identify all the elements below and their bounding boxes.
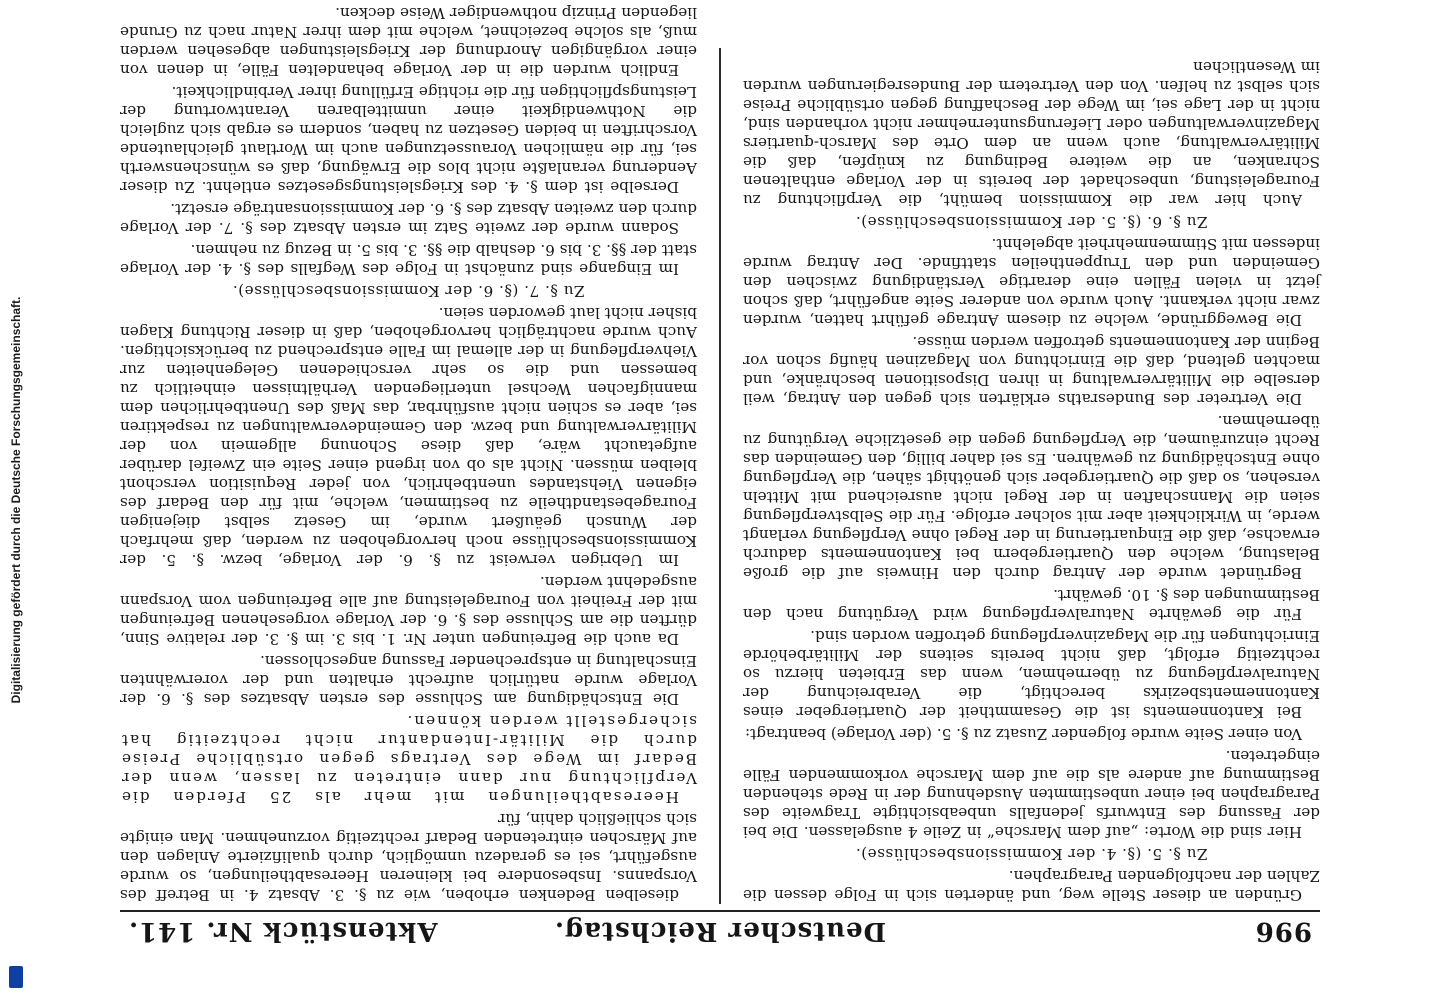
- paragraph: dieselben Bedenken erhoben, wie zu §. 3. Absatz 4. in Betreff des Vorspanns. Insbesondere bei kleineren Heeresabtheilungen, so wurde ausgeführt, sei es geradezu unmöglich, durch qualifizierte Anlagen den auf Märschen eintretenden Bedarf rechtzeitig vorzunehmen. Man einigte sich schließlich dahin, für: [120, 810, 697, 904]
- rotated-page: [120, 4, 1320, 948]
- paragraph: Im Eingange sind zunächst in Folge des Wegfalls des §. 4. der Vorlage statt der §§. 3. bis 6. deshalb die §§. 3. bis 5. in Bezug zu nehmen.: [120, 241, 697, 278]
- dfg-logo: [9, 966, 23, 988]
- paragraph: Auch hier war die Kommission bemüht, die Verpflichtung zu Fourageleistung, unbeschadet der bereits in der Vorlage enthaltenen Schranken, an die weitere Bedingung zu knüpfen, daß die Militärverwaltung, auch wenn an dem Orte des Marsch-quartiers Magazinverwaltungen oder Lieferungsunternehmer nicht vorhanden sind, nicht in der Lage sei, im Wege der Beschaffung gegen ortsübliche Preise sich selbst zu helfen. Von den Vertretern der Bundesregierungen wurden im Wesentlichen: [743, 58, 1320, 209]
- document-number: Aktenstück Nr. 141.: [128, 916, 438, 946]
- paragraph: Die Vertreter des Bundesraths erklärten sich gegen den Antrag, weil derselbe die Militärverwaltung in ihren Dispositionen beschränke, und machten geltend, daß die Einrichtung von Magazinen häufig schon vor Beginn der Kantonnements getroffen werden müsse.: [743, 333, 1320, 408]
- right-column: [120, 4, 697, 904]
- paragraph: Für die gewährte Naturalverpflegung wird Vergütung nach den Bestimmungen des §. 10. gewährt.: [743, 586, 1320, 623]
- paragraph: Die Beweggründe, welche zu diesem Antrage geführt hatten, wurden zwar nicht verkannt. Auch wurde von anderer Seite angeführt, daß schon jetzt in vielen Fällen eine derartige Verständigung zwischen den Gemeinden und den Truppentheilen stattfinde. Der Antrag wurde indessen mit Stimmenmehrheit abgelehnt.: [743, 235, 1320, 329]
- paragraph: Heeresabtheilungen mit mehr als 25 Pferden die Verpflichtung nur dann eintreten zu lassen, wenn der Bedarf im Wege des Vertrags gegen ortsübliche Preise durch die Militär-Intendantur nicht rechtzeitig hat sichergestellt werden können.: [120, 712, 697, 806]
- section-heading: Zu §. 7. (§. 6. der Kommissionsbeschlüsse).: [232, 282, 585, 300]
- section-heading: Zu §. 6. (§. 5. der Kommissionsbeschlüsse).: [855, 213, 1208, 231]
- paragraph: Derselbe ist dem §. 4. des Kriegsleistungsgesetzes entlehnt. Zu dieser Aenderung veranlaßte nicht blos die Erwägung, daß es wünschenswerth sei, für die nämlichen Voraussetzungen auch im Wortlaut gleichlautende Vorschriften in beiden Gesetzen zu haben, sondern es ergab sich zugleich die Nothwendigkeit einer unmittelbaren Verantwortung der Leistungspflichtigen für die richtige Erfüllung ihrer Verbindlichkeit.: [120, 83, 697, 196]
- running-head: [120, 910, 1320, 948]
- paragraph: Sodann wurde der zweite Satz im ersten Absatz des §. 7. der Vorlage durch den zweiten Absatz des §. 6. der Kommissionsanträge ersetzt.: [120, 200, 697, 237]
- paragraph: Begründet wurde der Antrag durch den Hinweis auf die große Belastung, welche den Quartiergebern bei Kantonnements dadurch erwachse, daß die Einquartierung in der Regel ohne Verpflegung verlangt werde, in Wirklichkeit aber mit solcher erfolge. Für die Selbstverpflegung seien die Mannschaften in der Regel nicht ausreichend mit Mitteln versehen, so daß die Quartiergeber sich genöthigt sähen, die Verpflegung ohne Entschädigung zu gewähren. Es sei daher billig, den Gemeinden das Recht einzuräumen, die Verpflegung gegen die gesetzliche Vergütung zu übernehmen.: [743, 412, 1320, 582]
- page-title: Deutscher Reichstag.: [553, 916, 887, 946]
- paragraph: Von einer Seite wurde folgender Zusatz zu §. 5. (der Vorlage) beantragt:: [745, 725, 1302, 743]
- paragraph: Die Entschädigung am Schlusse des ersten Absatzes des §. 6. der Vorlage wurde natürlich aufrecht erhalten und der vorerwähnten Einschaltung in entsprechender Fassung angeschlossen.: [120, 652, 697, 708]
- paragraph: Bei Kantonnements ist die Gesammtheit der Quartiergeber eines Kantonnementsbezirks berechtigt, die Verabreichung der Naturalverpflegung zu übernehmen, wenn das Erbieten hierzu so rechtzeitig erfolgt, daß nicht bereits seitens der Militärbehörde Einrichtungen für die Magazinverpflegung getroffen worden sind.: [743, 627, 1320, 721]
- paragraph: Hier sind die Worte: „auf dem Marsche“ in Zeile 4 ausgelassen. Die bei der Fassung des Entwurfs jedenfalls unbeabsichtigte Tragweite des Paragraphen bei einer unbestimmten Ausdehnung der in Rede stehenden Bestimmung auf andere als die auf dem Marsche vorkommenden Fälle eingetreten.: [743, 747, 1320, 841]
- column-divider: [719, 48, 721, 904]
- text-columns: [120, 4, 1320, 904]
- paragraph: Im Uebrigen verweist zu §. 6. der Vorlage, bezw. §. 5. der Kommissionsbeschlüsse noch hervorgehoben zu werden, daß mehrfach der Wunsch geäußert wurde, im Gesetz selbst diejenigen Fouragebestandtheile zu bestimmen, welche, mit für den Bedarf des eigenen Viehstandes unentbehrlich, von jeder Requisition verschont bleiben müssen. Nicht als ob von irgend einer Seite ein Zweifel darüber aufgetaucht wäre, daß diese Schonung allgemein von der Militärverwaltung und bezw. den Gemeindeverwaltungen zu respektiren sei, aber es schien nicht ausführbar, das Maß des Unentbehrlichen dem mannigfachen Wechsel unterliegenden Verhältnissen einheitlich zu bemessen und die so sehr verschiedenen Gelegenheiten zur Viehverpflegung in der allemal im Falle entsprechend zu berücksichtigen. Auch wurde nachträglich hervorgehoben, daß in dieser Richtung Klagen bisher nicht laut geworden seien.: [120, 304, 697, 569]
- credit-text: Digitalisierung gefördert durch die Deutsche Forschungsgemeinschaft.: [9, 296, 23, 704]
- paragraph: Da auch die Befreiungen unter Nr. 1. bis 3. im §. 3. der relative Sinn, dürften die am Schlusse des §. 6. der Vorlage vorgesehenen Befreiungen mit der Freiheit von Fourageleistung auf alle Befreiungen vom Vorspann ausgedehnt werden.: [120, 573, 697, 648]
- left-column: [743, 48, 1320, 904]
- page-number: 996: [1254, 916, 1312, 946]
- paragraph: Endlich wurden die in der Vorlage behandelten Fälle, in denen von einer vorgängigen Anordnung der Kriegsleistungen abgesehen werden muß, als solche bezeichnet, welche mit dem ihrer Natur nach zu Grunde liegenden Prinzip nothwendiger Weise decken.: [120, 4, 697, 79]
- digitization-credit: [6, 0, 26, 1000]
- section-heading: Zu §. 5. (§. 4. der Kommissionsbeschlüsse).: [855, 845, 1208, 863]
- paragraph: Gründen an dieser Stelle weg, und änderten sich in Folge dessen die Zahlen der nachfolgenden Paragraphen.: [743, 867, 1320, 904]
